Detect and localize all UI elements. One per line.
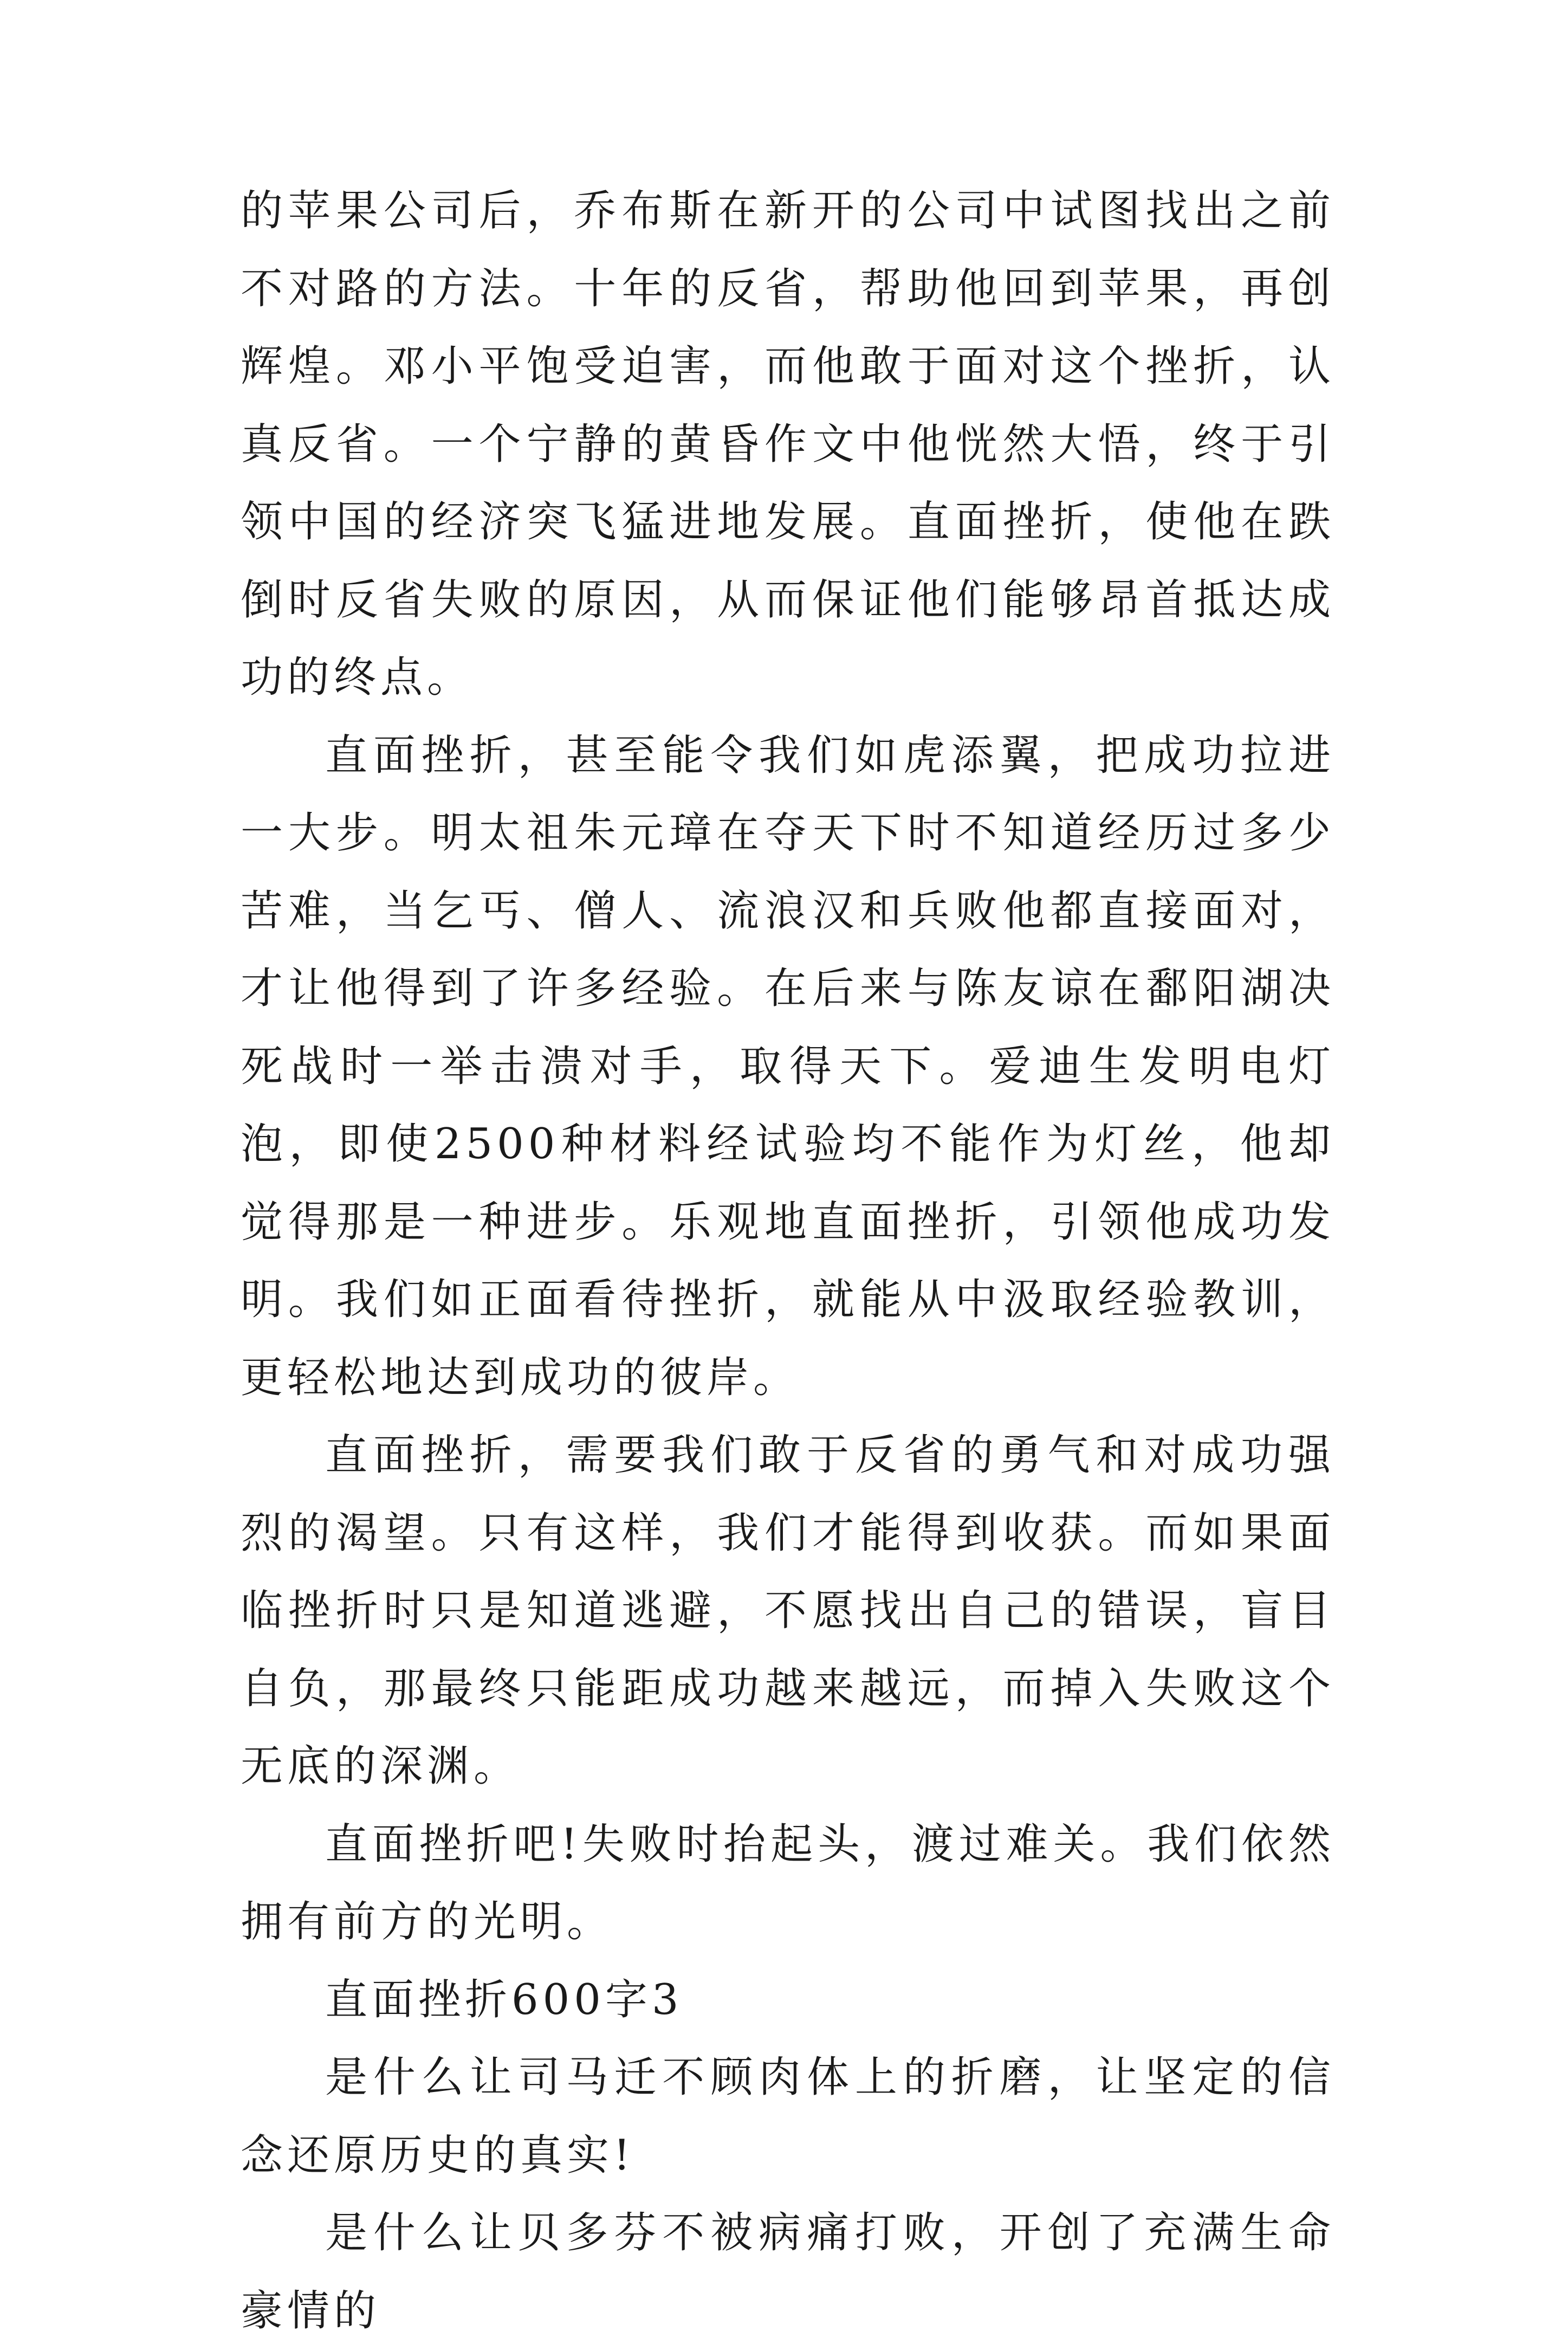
paragraph-1: 的苹果公司后，乔布斯在新开的公司中试图找出之前不对路的方法。十年的反省，帮助他回到苹果，再创辉煌。邓小平饱受迫害，而他敢于面对这个挫折，认真反省。一个宁静的黄昏作文中他恍然大悟，终于引领中国的经济突飞猛进地发展。直面挫折，使他在跌倒时反省失败的原因，从而保证他们能够昂首抵达成功的终点。 — [241, 186, 1335, 702]
section-heading: 直面挫折600字3 — [325, 1975, 683, 2024]
paragraph-4: 直面挫折吧!失败时抬起头，渡过难关。我们依然拥有前方的光明。 — [241, 1819, 1335, 1946]
paragraph-3: 直面挫折，需要我们敢于反省的勇气和对成功强烈的渴望。只有这样，我们才能得到收获。而如果面临挫折时只是知道逃避，不愿找出自己的错误，盲目自负，那最终只能距成功越来越远，而掉入失败这个无底的深渊。 — [241, 1431, 1335, 1791]
paragraph-5: 是什么让司马迁不顾肉体上的折磨，让坚定的信念还原历史的真实! — [241, 2053, 1335, 2180]
paragraph-2: 直面挫折，甚至能令我们如虎添翼，把成功拉进一大步。明太祖朱元璋在夺天下时不知道经历过多少苦难，当乞丐、僧人、流浪汉和兵败他都直接面对，才让他得到了许多经验。在后来与陈友谅在鄱阳湖决死战时一举击溃对手，取得天下。爱迪生发明电灯泡，即使2500种材料经试验均不能作为灯丝，他却觉得那是一种进步。乐观地直面挫折，引领他成功发明。我们如正面看待挫折，就能从中汲取经验教训，更轻松地达到成功的彼岸。 — [241, 731, 1335, 1402]
paragraph-6: 是什么让贝多芬不被病痛打败，开创了充满生命豪情的 — [241, 2209, 1335, 2335]
document-body — [241, 172, 1335, 2350]
